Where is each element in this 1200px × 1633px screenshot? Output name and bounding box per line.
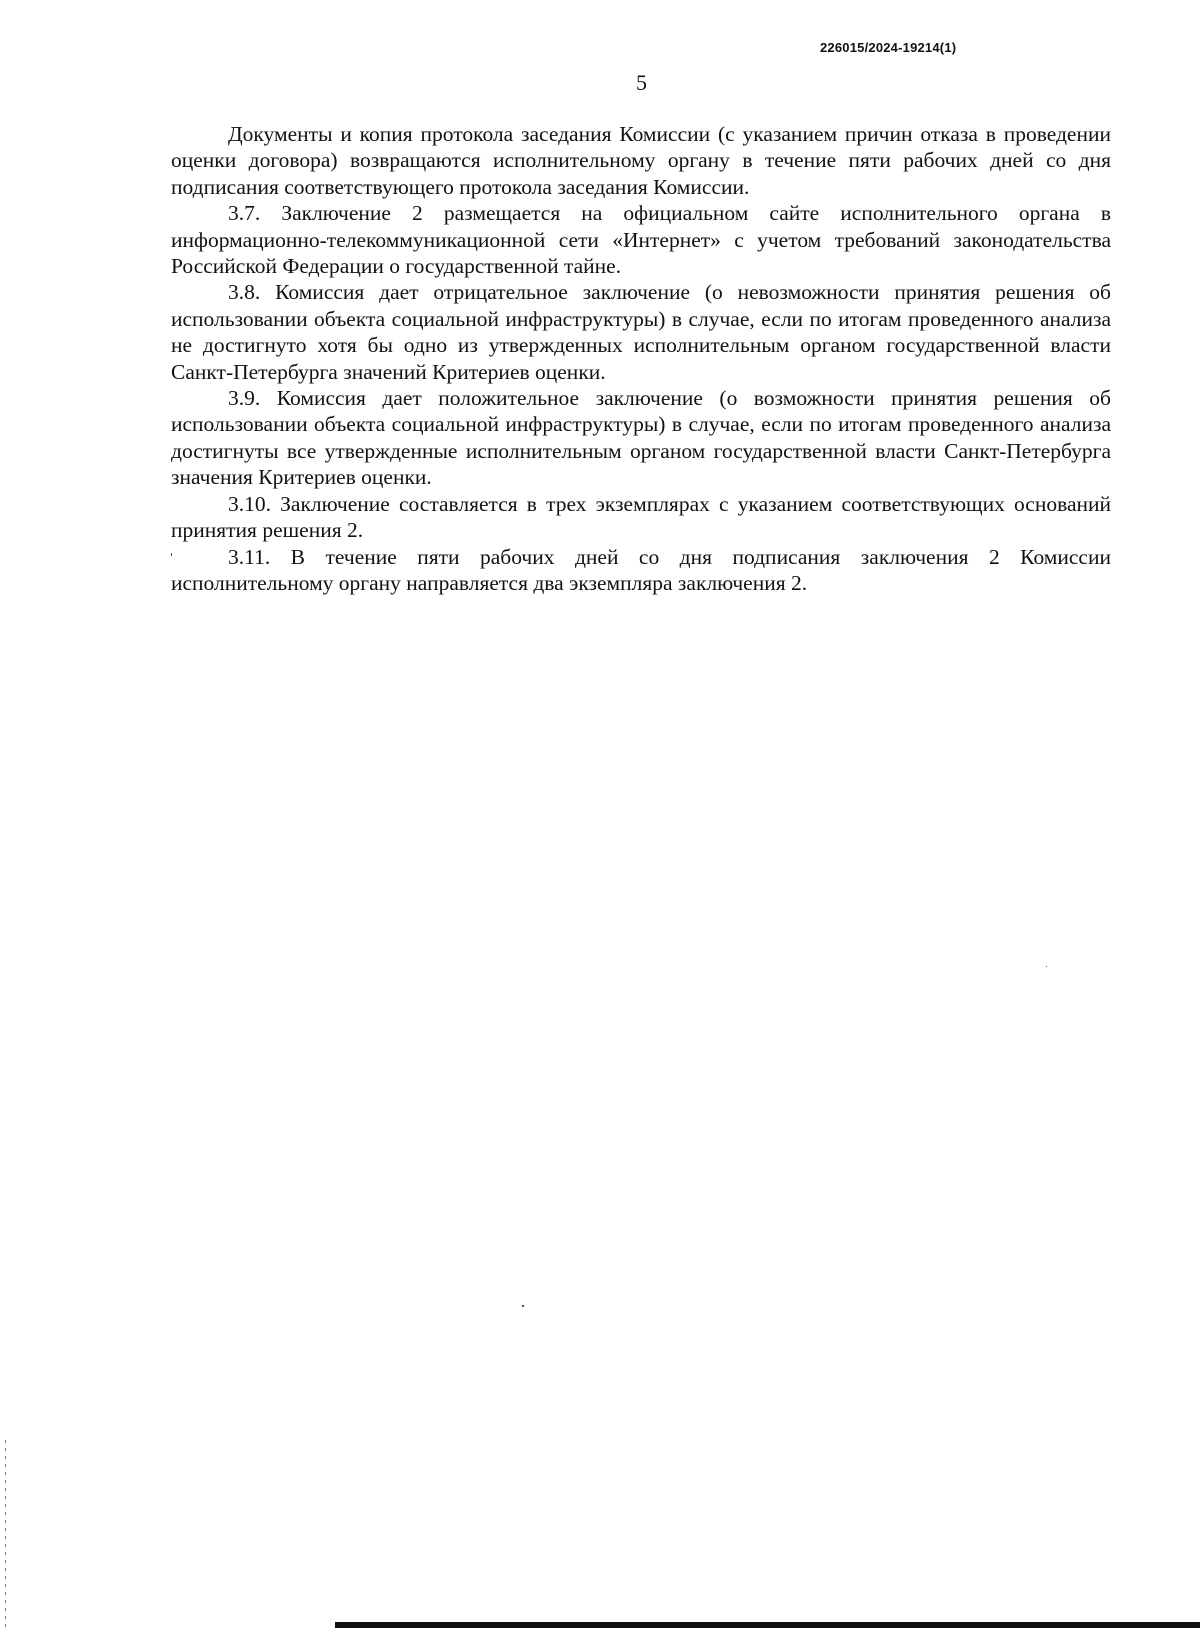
scan-speck xyxy=(522,1305,524,1307)
paragraph-3-8: 3.8. Комиссия дает отрицательное заключение (о невозможности принятия решения об использовании объекта социальной инфраструктуры) в случае, если по итогам проведенного анализа не достигнуто хотя бы одно из утвержденных исполнительным органом государственной власти Санкт-Петербурга значений Критериев оценки. xyxy=(171,280,1111,384)
paragraph-3-7: 3.7. Заключение 2 размещается на официальном сайте исполнительного органа в информационно-телекоммуникационной сети «Интернет» с учетом требований законодательства Российской Федерации о государственной тайне. xyxy=(171,201,1111,279)
scan-bottom-edge xyxy=(335,1622,1200,1628)
paragraph-documents-return: Документы и копия протокола заседания Комиссии (с указанием причин отказа в проведении оценки договора) возвращаются исполнительному органу в течение пяти рабочих дней со дня подписания соответствующего протокола заседания Комиссии. xyxy=(171,122,1111,199)
page-number: 5 xyxy=(636,70,647,95)
document-body xyxy=(171,121,1111,596)
paragraph-3-10: 3.10. Заключение составляется в трех экземплярах с указанием соответствующих оснований принятия решения 2. xyxy=(171,491,1111,543)
scan-speck xyxy=(1046,966,1047,967)
scan-speck xyxy=(171,553,172,556)
paragraph-3-11: 3.11. В течение пяти рабочих дней со дня подписания заключения 2 Комиссии исполнительному органу направляется два экземпляра заключения 2. xyxy=(171,544,1111,595)
document-registration-number: 226015/2024-19214(1) xyxy=(820,40,957,55)
paragraph-3-9: 3.9. Комиссия дает положительное заключение (о возможности принятия решения об использовании объекта социальной инфраструктуры) в случае, если по итогам проведенного анализа достигнуты все утвержденные исполнительным органом государственной власти Санкт-Петербурга значения Критериев оценки. xyxy=(171,386,1111,490)
scan-margin-artifact xyxy=(5,1440,6,1630)
